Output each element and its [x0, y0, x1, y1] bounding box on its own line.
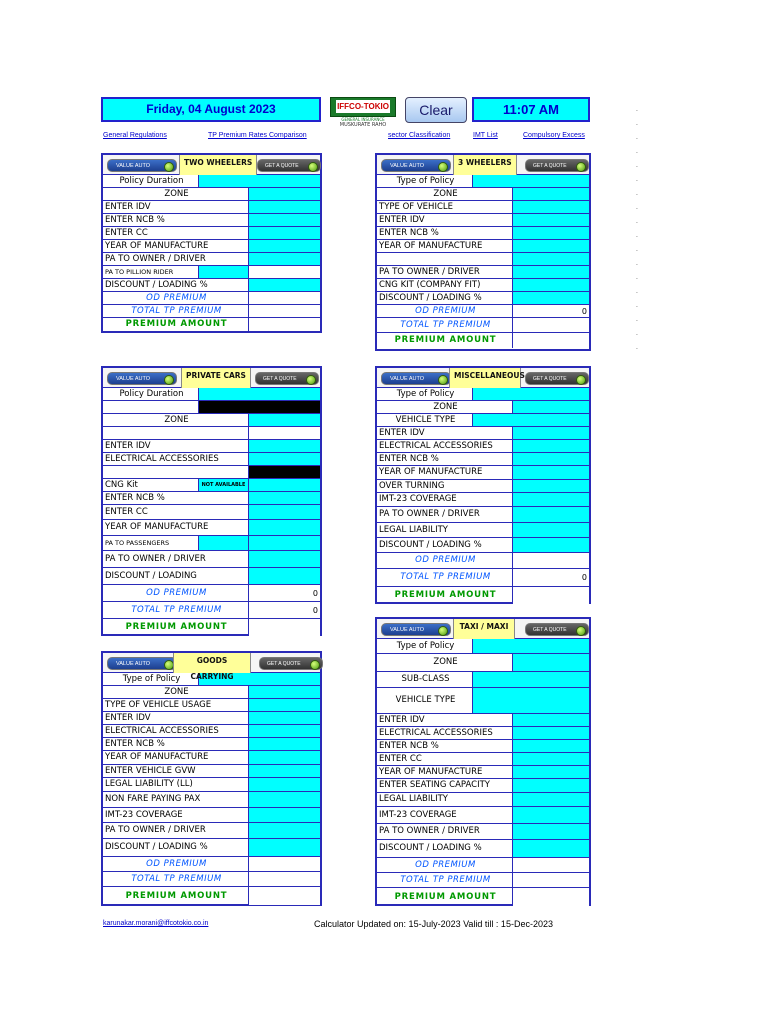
taxi-maxi-panel	[375, 617, 591, 906]
value-auto-button[interactable]: VALUE AUTO	[381, 372, 451, 385]
policy-type-select[interactable]	[473, 175, 589, 187]
blank-input[interactable]	[513, 253, 589, 265]
hidden-cell	[199, 401, 320, 413]
row-label: ENTER IDV	[103, 712, 249, 724]
row-label: IMT-23 COVERAGE	[377, 493, 513, 506]
row-label: ENTER SEATING CAPACITY	[377, 779, 513, 792]
row-label: Policy Duration	[103, 388, 199, 400]
row-label	[103, 401, 199, 413]
panel-title: 3 WHEELERS	[453, 155, 517, 175]
idv-input[interactable]	[249, 440, 320, 452]
discount-input[interactable]	[249, 839, 320, 856]
row-label: ENTER NCB %	[103, 214, 249, 226]
discount-input[interactable]	[513, 292, 589, 304]
row-label: PA TO OWNER / DRIVER	[377, 507, 513, 522]
premium-amount-label: PREMIUM AMOUNT	[377, 333, 513, 348]
discount-input[interactable]	[513, 538, 589, 552]
value-auto-button[interactable]: VALUE AUTO	[381, 159, 451, 172]
hidden-cell	[249, 466, 320, 478]
cng-status: NOT AVAILABLE	[199, 479, 249, 491]
premium-amount-value	[249, 318, 320, 331]
od-premium-value: 0	[513, 305, 589, 317]
row-label: Type of Policy	[377, 175, 473, 187]
row-label: DISCOUNT / LOADING %	[103, 839, 249, 856]
row-label: ELECTRICAL ACCESSORIES	[377, 440, 513, 452]
premium-amount-value	[513, 333, 589, 348]
row-label: LEGAL LIABILITY	[377, 793, 513, 806]
value-auto-button[interactable]: VALUE AUTO	[107, 657, 177, 670]
row-label: ENTER NCB %	[103, 738, 249, 750]
row-label: DISCOUNT / LOADING %	[377, 538, 513, 552]
year-input[interactable]	[249, 240, 320, 252]
tp-premium-value: 0	[513, 569, 589, 586]
time-display: 11:07 AM	[472, 97, 590, 122]
premium-amount-label: PREMIUM AMOUNT	[103, 318, 249, 331]
premium-amount-label: PREMIUM AMOUNT	[377, 587, 513, 604]
ncb-input[interactable]	[249, 492, 320, 504]
idv-input[interactable]	[513, 714, 589, 726]
email-link[interactable]: karunakar.morani@iffcotokio.co.in	[103, 920, 209, 927]
zone-select[interactable]	[249, 188, 320, 200]
row-label: ENTER NCB %	[377, 227, 513, 239]
vehicle-usage-select[interactable]	[249, 699, 320, 711]
pa-owner-input[interactable]	[513, 507, 589, 522]
electrical-input[interactable]	[249, 725, 320, 737]
tp-premium-value	[249, 872, 320, 886]
row-label: ZONE	[103, 188, 249, 200]
private-cars-panel	[101, 366, 322, 636]
row-label: ELECTRICAL ACCESSORIES	[377, 727, 513, 739]
row-label: ZONE	[377, 654, 513, 671]
tp-premium-value	[513, 318, 589, 332]
goods-carrying-panel	[101, 651, 322, 906]
legal-liability-select[interactable]	[249, 778, 320, 791]
row-label: ENTER IDV	[103, 201, 249, 213]
od-premium-label: OD PREMIUM	[377, 553, 513, 568]
tp-premium-label: TOTAL TP PREMIUM	[377, 318, 513, 332]
row-label: YEAR OF MANUFACTURE	[103, 751, 249, 764]
clear-button[interactable]: Clear	[405, 97, 467, 123]
pillion-select[interactable]	[199, 266, 249, 278]
row-label: VEHICLE TYPE	[377, 688, 473, 713]
over-turning-select[interactable]	[513, 480, 589, 492]
od-premium-value: 0	[249, 585, 320, 601]
row-label: PA TO PASSENGERS	[103, 536, 199, 550]
row-label: DISCOUNT / LOADING	[103, 568, 249, 584]
row-label: YEAR OF MANUFACTURE	[377, 240, 513, 252]
row-label: Type of Policy	[377, 388, 473, 400]
pa-owner-input[interactable]	[249, 551, 320, 567]
imt23-select[interactable]	[249, 808, 320, 822]
row-label: ENTER IDV	[103, 440, 249, 452]
ncb-input[interactable]	[513, 227, 589, 239]
tp-premium-label: TOTAL TP PREMIUM	[103, 872, 249, 886]
premium-amount-value	[513, 587, 589, 604]
tp-premium-label: TOTAL TP PREMIUM	[377, 873, 513, 887]
cc-input[interactable]	[249, 505, 320, 519]
general-regulations-link[interactable]: General Regulations	[103, 132, 167, 139]
row-label: DISCOUNT / LOADING %	[377, 840, 513, 857]
idv-input[interactable]	[249, 712, 320, 724]
get-quote-button[interactable]: GET A QUOTE	[259, 657, 323, 670]
row-label: Type of Policy	[377, 639, 473, 653]
seating-capacity-input[interactable]	[513, 779, 589, 792]
tp-premium-value	[513, 873, 589, 887]
miscellaneous-panel	[375, 366, 591, 604]
get-quote-button[interactable]: GET A QUOTE	[255, 372, 319, 385]
year-input[interactable]	[249, 751, 320, 764]
row-label: PA TO OWNER / DRIVER	[103, 823, 249, 838]
row-label: ENTER IDV	[377, 214, 513, 226]
premium-amount-value	[249, 619, 320, 636]
margin-dots: · · · · · · · · · · · · · · · · · ·	[636, 108, 638, 353]
pa-owner-input[interactable]	[249, 253, 320, 265]
row-label	[103, 427, 249, 439]
od-premium-value	[249, 857, 320, 871]
row-label: TYPE OF VEHICLE USAGE	[103, 699, 249, 711]
legal-liability-select[interactable]	[513, 523, 589, 537]
row-label: PA TO OWNER / DRIVER	[377, 824, 513, 839]
pa-owner-input[interactable]	[249, 823, 320, 838]
two-wheelers-panel	[101, 153, 322, 333]
zone-select[interactable]	[513, 654, 589, 671]
row-label: ENTER NCB %	[377, 453, 513, 465]
get-quote-button[interactable]: GET A QUOTE	[257, 159, 321, 172]
panel-title: PRIVATE CARS	[181, 368, 251, 388]
premium-amount-value	[249, 887, 320, 905]
row-label: YEAR OF MANUFACTURE	[377, 466, 513, 479]
row-label: ENTER NCB %	[103, 492, 249, 504]
row-label	[103, 466, 249, 478]
vehicle-type-select[interactable]	[513, 201, 589, 213]
row-label: ENTER CC	[103, 505, 249, 519]
policy-type-select[interactable]	[473, 388, 589, 400]
od-premium-label: OD PREMIUM	[377, 305, 513, 317]
row-label: ENTER VEHICLE GVW	[103, 765, 249, 777]
row-label	[377, 253, 513, 265]
row-label: IMT-23 COVERAGE	[103, 808, 249, 822]
panel-title: GOODS CARRYING	[173, 653, 251, 673]
policy-duration-select[interactable]	[199, 388, 320, 400]
panel-title: MISCELLANEOUS	[449, 368, 521, 388]
od-premium-label: OD PREMIUM	[103, 292, 249, 304]
year-input[interactable]	[513, 240, 589, 252]
row-label: YEAR OF MANUFACTURE	[103, 240, 249, 252]
tp-premium-label: TOTAL TP PREMIUM	[377, 569, 513, 586]
row-label: SUB-CLASS	[377, 672, 473, 687]
row-label: ZONE	[103, 686, 249, 698]
gvw-input[interactable]	[249, 765, 320, 777]
value-cell	[249, 266, 320, 278]
policy-duration-select[interactable]	[199, 175, 320, 187]
row-label: NON FARE PAYING PAX	[103, 792, 249, 807]
imt-list-link[interactable]: IMT List	[473, 132, 498, 139]
od-premium-label: OD PREMIUM	[103, 857, 249, 871]
value-cell[interactable]	[249, 536, 320, 550]
vehicle-type-select[interactable]	[473, 688, 589, 713]
premium-amount-value	[513, 888, 589, 906]
row-label: VEHICLE TYPE	[377, 414, 473, 426]
tp-premium-rates-link[interactable]: TP Premium Rates Comparison	[208, 132, 307, 139]
get-quote-button[interactable]: GET A QUOTE	[525, 159, 589, 172]
blank-cell	[249, 427, 320, 439]
three-wheelers-panel	[375, 153, 591, 351]
electrical-input[interactable]	[513, 440, 589, 452]
discount-input[interactable]	[249, 568, 320, 584]
sub-class-select[interactable]	[473, 672, 589, 687]
od-premium-value	[249, 292, 320, 304]
row-label: PA TO OWNER / DRIVER	[103, 551, 249, 567]
premium-amount-label: PREMIUM AMOUNT	[103, 887, 249, 905]
row-label: Policy Duration	[103, 175, 199, 187]
cc-input[interactable]	[249, 227, 320, 239]
row-label: ENTER NCB %	[377, 740, 513, 752]
value-auto-button[interactable]: VALUE AUTO	[107, 372, 177, 385]
row-label: ELECTRICAL ACCESSORIES	[103, 725, 249, 737]
row-label: ELECTRICAL ACCESSORIES	[103, 453, 249, 465]
zone-select[interactable]	[249, 414, 320, 426]
value-auto-button[interactable]: VALUE AUTO	[381, 623, 451, 636]
cng-input[interactable]	[249, 479, 320, 491]
row-label: TYPE OF VEHICLE	[377, 201, 513, 213]
ncb-input[interactable]	[513, 740, 589, 752]
tp-premium-label: TOTAL TP PREMIUM	[103, 602, 249, 618]
row-label: Type of Policy	[103, 673, 199, 685]
policy-type-select[interactable]	[473, 639, 589, 653]
zone-select[interactable]	[513, 188, 589, 200]
sector-classification-link[interactable]: sector Classification	[388, 132, 451, 139]
row-label: CNG KIT (COMPANY FIT)	[377, 279, 513, 291]
row-label: OVER TURNING	[377, 480, 513, 492]
row-label: YEAR OF MANUFACTURE	[103, 520, 249, 535]
row-label: YEAR OF MANUFACTURE	[377, 766, 513, 778]
row-label: ENTER IDV	[377, 427, 513, 439]
row-label: PA TO OWNER / DRIVER	[377, 266, 513, 278]
tp-premium-label: TOTAL TP PREMIUM	[103, 305, 249, 317]
row-label: ZONE	[103, 414, 249, 426]
row-label: ZONE	[377, 188, 513, 200]
discount-input[interactable]	[513, 840, 589, 857]
pa-owner-input[interactable]	[513, 824, 589, 839]
tp-premium-value	[249, 305, 320, 317]
row-label: DISCOUNT / LOADING %	[377, 292, 513, 304]
year-input[interactable]	[513, 466, 589, 479]
value-auto-button[interactable]: VALUE AUTO	[107, 159, 177, 172]
zone-select[interactable]	[249, 686, 320, 698]
row-label: ENTER CC	[103, 227, 249, 239]
row-label: ZONE	[377, 401, 513, 413]
imt23-select[interactable]	[513, 493, 589, 506]
pa-owner-input[interactable]	[513, 266, 589, 278]
year-input[interactable]	[249, 520, 320, 535]
premium-amount-label: PREMIUM AMOUNT	[377, 888, 513, 906]
idv-input[interactable]	[249, 201, 320, 213]
electrical-input[interactable]	[513, 727, 589, 739]
row-label: CNG Kit	[103, 479, 199, 491]
od-premium-value	[513, 553, 589, 568]
legal-liability-select[interactable]	[513, 793, 589, 806]
panel-title: TAXI / MAXI	[453, 619, 515, 639]
update-info: Calculator Updated on: 15-July-2023 Valid till : 15-Dec-2023	[314, 919, 553, 929]
row-label: ENTER CC	[377, 753, 513, 765]
idv-input[interactable]	[513, 214, 589, 226]
date-display: Friday, 04 August 2023	[101, 97, 321, 122]
od-premium-label: OD PREMIUM	[103, 585, 249, 601]
panel-title: TWO WHEELERS	[179, 155, 257, 175]
cng-kit-select[interactable]	[513, 279, 589, 291]
pa-passengers-select[interactable]	[199, 536, 249, 550]
year-input[interactable]	[513, 766, 589, 778]
od-premium-label: OD PREMIUM	[377, 858, 513, 872]
row-label: DISCOUNT / LOADING %	[103, 279, 249, 291]
row-label: IMT-23 COVERAGE	[377, 807, 513, 823]
idv-input[interactable]	[513, 427, 589, 439]
electrical-input[interactable]	[249, 453, 320, 465]
tp-premium-value: 0	[249, 602, 320, 618]
compulsory-excess-link[interactable]: Compulsory Excess	[523, 132, 585, 139]
row-label: PA TO PILLION RIDER	[103, 266, 199, 278]
row-label: ENTER IDV	[377, 714, 513, 726]
non-fare-pax-input[interactable]	[249, 792, 320, 807]
get-quote-button[interactable]: GET A QUOTE	[525, 372, 589, 385]
row-label: PA TO OWNER / DRIVER	[103, 253, 249, 265]
ncb-input[interactable]	[249, 214, 320, 226]
row-label: LEGAL LIABILITY	[377, 523, 513, 537]
get-quote-button[interactable]: GET A QUOTE	[525, 623, 589, 636]
imt23-select[interactable]	[513, 807, 589, 823]
premium-amount-label: PREMIUM AMOUNT	[103, 619, 249, 636]
ncb-input[interactable]	[513, 453, 589, 465]
ncb-input[interactable]	[249, 738, 320, 750]
vehicle-type-select[interactable]	[473, 414, 589, 426]
od-premium-value	[513, 858, 589, 872]
row-label: LEGAL LIABILITY (LL)	[103, 778, 249, 791]
company-logo: IFFCO-TOKIO GENERAL INSURANCE MUSKURATE RAHO	[328, 97, 398, 127]
cc-input[interactable]	[513, 753, 589, 765]
discount-input[interactable]	[249, 279, 320, 291]
zone-select[interactable]	[513, 401, 589, 413]
